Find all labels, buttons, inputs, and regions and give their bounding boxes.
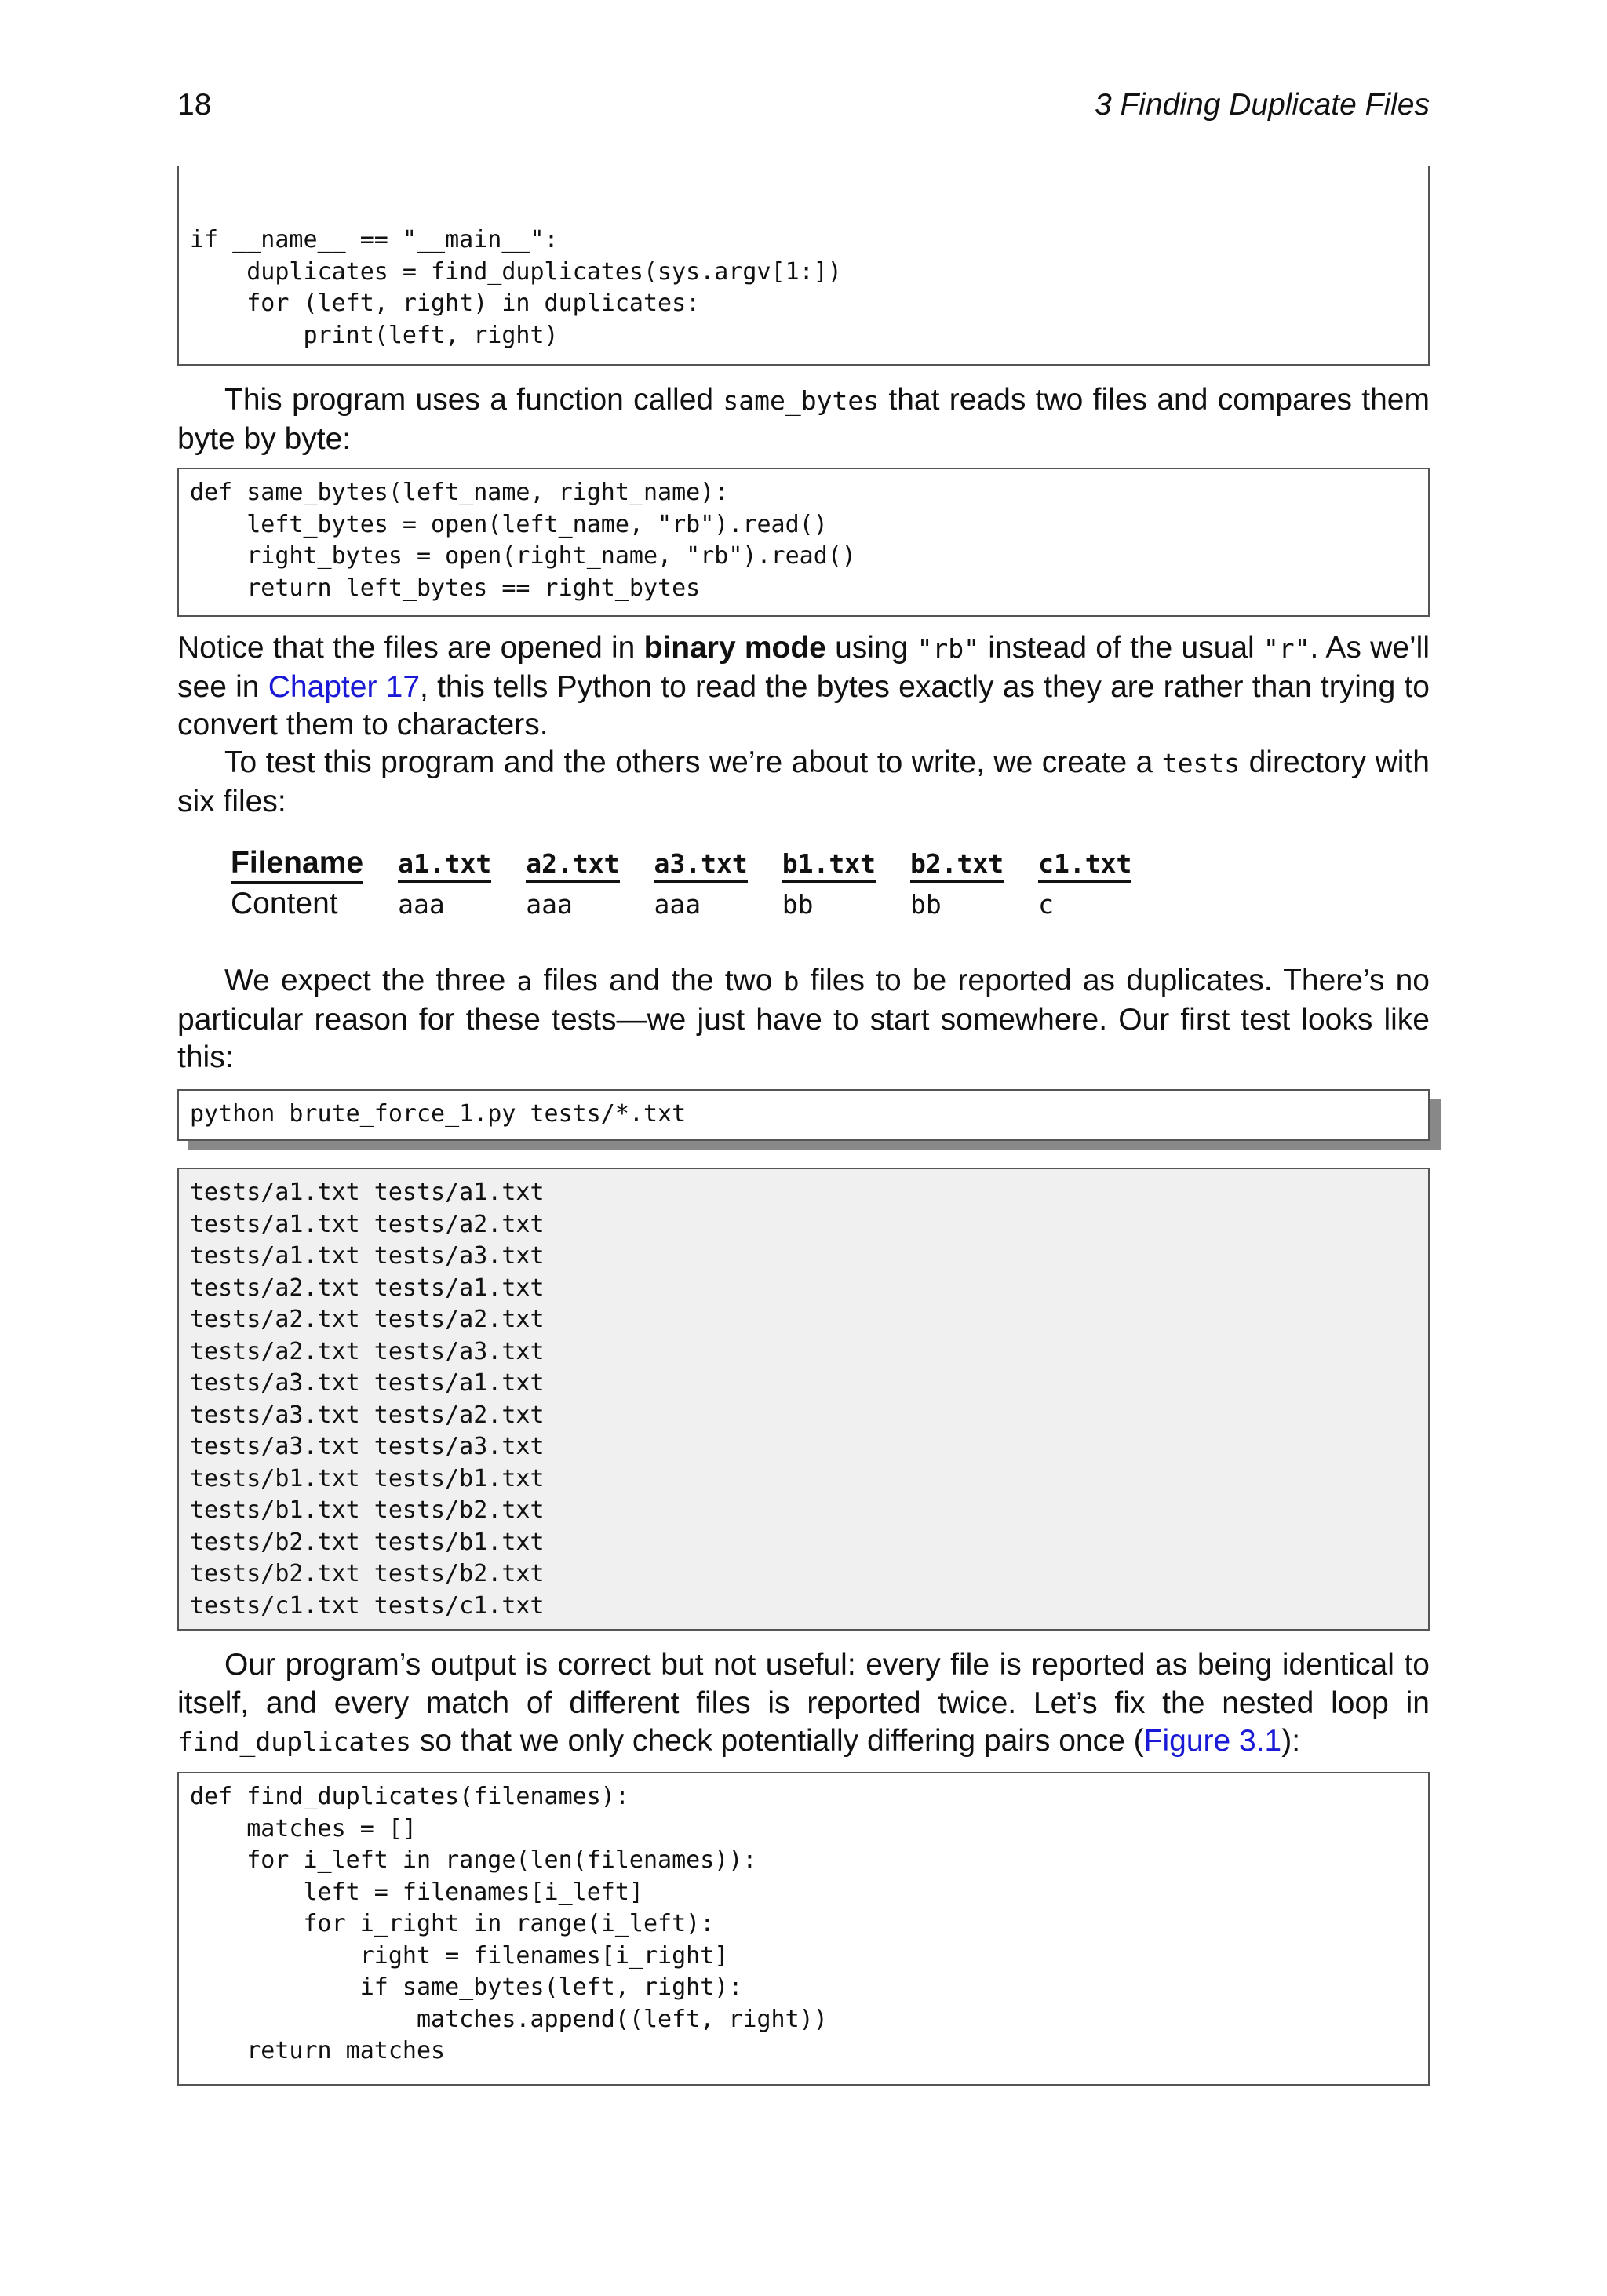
shell-command: python brute_force_1.py tests/*.txt bbox=[190, 1100, 687, 1128]
paragraph-tests-directory: To test this program and the others we’re about to write, we create a tests directory with six files: bbox=[177, 745, 1430, 818]
table-cell: aaa bbox=[398, 889, 445, 920]
code-find-duplicates: def find_duplicates(filenames): matches = [] for i_left in range(len(filenames)): left = filenames[i_left] for i_right in range(i_left): right = filenames[i_right] if same_bytes(left, right): matches.append((left, right)) return matches bbox=[190, 1783, 828, 2065]
paragraph-same-bytes-intro: This program uses a function called same_bytes that reads two files and compares them byte by byte: bbox=[177, 383, 1430, 456]
inline-code-find-duplicates: find_duplicates bbox=[177, 1726, 412, 1757]
command-box bbox=[177, 1089, 1430, 1141]
chapter-title: 3 Finding Duplicate Files bbox=[1094, 88, 1430, 122]
table-header-file: b1.txt bbox=[782, 848, 876, 883]
table-cell: bb bbox=[782, 889, 814, 920]
link-figure-3-1[interactable]: Figure 3.1 bbox=[1143, 1724, 1282, 1758]
inline-code-same-bytes: same_bytes bbox=[723, 385, 880, 416]
code-block-same-bytes bbox=[177, 468, 1430, 617]
program-output: tests/a1.txt tests/a1.txt tests/a1.txt tests/a2.txt tests/a1.txt tests/a3.txt tests/a2.txt tests/a1.txt tests/a2.txt tests/a2.txt tests/a2.txt tests/a3.txt tests/a3.txt tests/a1.txt tests/a3.txt tests/a2.txt tests/a3.txt tests/a3.txt tests/b1.txt tests/b1.txt tests/b1.txt tests/b2.txt tests/b2.txt tests/b1.txt tests/b2.txt tests/b2.txt tests/c1.txt tests/c1.txt bbox=[190, 1179, 545, 1620]
table-header-file: b2.txt bbox=[910, 848, 1004, 883]
table-row-label: Content bbox=[231, 887, 338, 920]
table-cell: bb bbox=[909, 889, 942, 920]
table-cell: aaa bbox=[654, 889, 701, 920]
table-header-filename: Filename bbox=[231, 846, 363, 884]
paragraph-not-useful: Our program’s output is correct but not useful: every file is reported as being identical to itself, and every match of different files is reported twice. Let’s fix the nested loop in find_duplicates so that we only check potentially differing pairs once (Figure 3.1): bbox=[177, 1648, 1430, 1758]
table-header-file: c1.txt bbox=[1038, 848, 1131, 883]
code-main-tail: if __name__ == "__main__": duplicates = find_duplicates(sys.argv[1:]) for (left, right) in duplicates: print(left, right) bbox=[190, 226, 842, 349]
table-header-file: a3.txt bbox=[654, 848, 748, 883]
table-row bbox=[231, 887, 1166, 924]
table-header-file: a1.txt bbox=[398, 848, 491, 883]
code-same-bytes: def same_bytes(left_name, right_name): left_bytes = open(left_name, "rb").read() right_bytes = open(right_name, "rb").read() return left_bytes == right_bytes bbox=[190, 479, 856, 602]
inline-code-tests: tests bbox=[1161, 748, 1241, 778]
link-chapter-17[interactable]: Chapter 17 bbox=[268, 669, 421, 704]
bold-binary-mode: binary mode bbox=[643, 631, 826, 665]
running-head bbox=[177, 88, 1430, 132]
code-block-find-duplicates bbox=[177, 1772, 1430, 2086]
paragraph-binary-mode: Notice that the files are opened in binary mode using "rb" instead of the usual "r". As we’ll see in Chapter 17, this tells Python to read the bytes exactly as they are rather than trying to convert them to characters. bbox=[177, 631, 1430, 742]
page-number: 18 bbox=[177, 88, 212, 122]
output-box bbox=[177, 1168, 1430, 1631]
table-cell: c bbox=[1038, 889, 1055, 920]
code-block-main-continued bbox=[177, 166, 1430, 366]
table-header-file: a2.txt bbox=[526, 848, 619, 883]
table-cell: aaa bbox=[526, 889, 573, 920]
test-files-table bbox=[231, 846, 1166, 924]
table-header-row bbox=[231, 846, 1166, 887]
paragraph-expect-duplicates: We expect the three a files and the two b files to be reported as duplicates. There’s no particular reason for these tests—we just have to start somewhere. Our first test looks like this: bbox=[177, 964, 1430, 1074]
